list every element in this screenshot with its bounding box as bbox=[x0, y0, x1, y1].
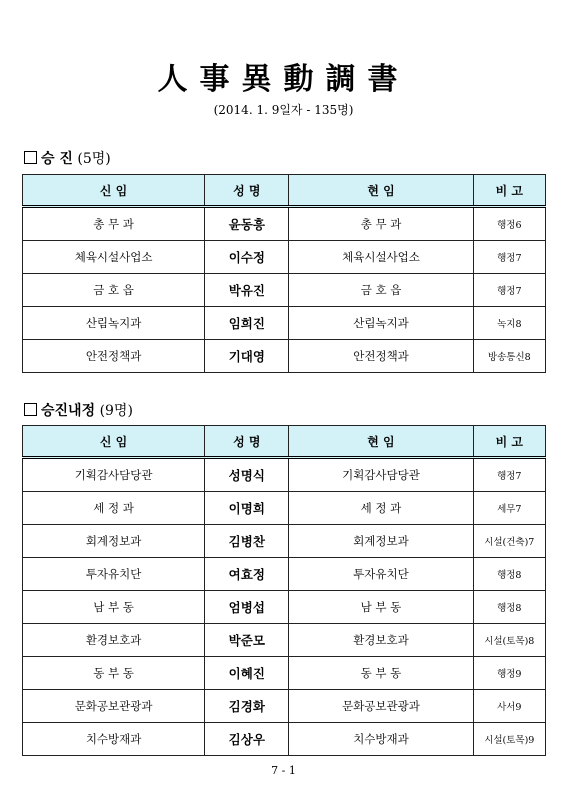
promotion-designate-table bbox=[22, 425, 546, 756]
new-post-cell: 안전정책과 bbox=[23, 340, 205, 373]
new-post-cell: 문화공보관광과 bbox=[23, 690, 205, 723]
current-post-cell: 문화공보관광과 bbox=[289, 690, 473, 723]
current-post-cell: 금 호 읍 bbox=[289, 274, 473, 307]
remark-cell: 행정6 bbox=[473, 207, 545, 241]
col-new-post-header: 신 임 bbox=[23, 426, 205, 458]
current-post-cell: 총 무 과 bbox=[289, 207, 473, 241]
new-post-cell: 세 정 과 bbox=[23, 492, 205, 525]
table-row bbox=[23, 241, 546, 274]
new-post-cell: 치수방재과 bbox=[23, 723, 205, 756]
promotion-designate-table-body bbox=[23, 458, 546, 756]
checkbox-square-icon bbox=[24, 151, 37, 164]
page-number: 7 - 1 bbox=[271, 764, 296, 777]
new-post-cell: 남 부 동 bbox=[23, 591, 205, 624]
col-name-header: 성 명 bbox=[205, 426, 289, 458]
name-cell: 여효정 bbox=[205, 558, 289, 591]
remark-cell: 행정7 bbox=[473, 241, 545, 274]
current-post-cell: 안전정책과 bbox=[289, 340, 473, 373]
promotion-table bbox=[22, 174, 546, 373]
current-post-cell: 산림녹지과 bbox=[289, 307, 473, 340]
remark-cell: 시설(토목)8 bbox=[473, 624, 545, 657]
section-count: (5명) bbox=[77, 151, 111, 167]
current-post-cell: 기획감사담당관 bbox=[289, 458, 473, 492]
remark-cell: 행정7 bbox=[473, 458, 545, 492]
new-post-cell: 회계정보과 bbox=[23, 525, 205, 558]
table-header-row bbox=[23, 426, 546, 458]
remark-cell: 사서9 bbox=[473, 690, 545, 723]
new-post-cell: 총 무 과 bbox=[23, 207, 205, 241]
table-row bbox=[23, 525, 546, 558]
section-name: 승 진 bbox=[41, 151, 73, 167]
table-row bbox=[23, 558, 546, 591]
remark-cell: 세무7 bbox=[473, 492, 545, 525]
current-post-cell: 치수방재과 bbox=[289, 723, 473, 756]
new-post-cell: 동 부 동 bbox=[23, 657, 205, 690]
current-post-cell: 회계정보과 bbox=[289, 525, 473, 558]
section-count: (9명) bbox=[99, 403, 133, 419]
remark-cell: 행정8 bbox=[473, 591, 545, 624]
remark-cell: 녹지8 bbox=[473, 307, 545, 340]
table-row bbox=[23, 307, 546, 340]
name-cell: 윤동흥 bbox=[205, 207, 289, 241]
document-subtitle: (2014. 1. 9일자 - 135명) bbox=[213, 103, 354, 117]
remark-cell: 행정7 bbox=[473, 274, 545, 307]
name-cell: 기대영 bbox=[205, 340, 289, 373]
name-cell: 엄병섭 bbox=[205, 591, 289, 624]
section-name: 승진내정 bbox=[41, 403, 96, 419]
name-cell: 이혜진 bbox=[205, 657, 289, 690]
new-post-cell: 금 호 읍 bbox=[23, 274, 205, 307]
name-cell: 성명식 bbox=[205, 458, 289, 492]
new-post-cell: 체육시설사업소 bbox=[23, 241, 205, 274]
new-post-cell: 투자유치단 bbox=[23, 558, 205, 591]
col-remark-header: 비 고 bbox=[473, 426, 545, 458]
table-row bbox=[23, 690, 546, 723]
table-row bbox=[23, 591, 546, 624]
current-post-cell: 남 부 동 bbox=[289, 591, 473, 624]
col-name-header: 성 명 bbox=[205, 175, 289, 207]
table-row bbox=[23, 207, 546, 241]
remark-cell: 행정8 bbox=[473, 558, 545, 591]
table-row bbox=[23, 458, 546, 492]
col-remark-header: 비 고 bbox=[473, 175, 545, 207]
remark-cell: 시설(토목)9 bbox=[473, 723, 545, 756]
table-row bbox=[23, 723, 546, 756]
col-current-post-header: 현 임 bbox=[289, 175, 473, 207]
name-cell: 박준모 bbox=[205, 624, 289, 657]
current-post-cell: 체육시설사업소 bbox=[289, 241, 473, 274]
current-post-cell: 동 부 동 bbox=[289, 657, 473, 690]
name-cell: 임희진 bbox=[205, 307, 289, 340]
table-row bbox=[23, 274, 546, 307]
current-post-cell: 투자유치단 bbox=[289, 558, 473, 591]
promotion-table-body bbox=[23, 207, 546, 373]
name-cell: 박유진 bbox=[205, 274, 289, 307]
table-header-row bbox=[23, 175, 546, 207]
table-row bbox=[23, 624, 546, 657]
document-title: 人事異動調書 bbox=[157, 62, 410, 97]
name-cell: 이수정 bbox=[205, 241, 289, 274]
table-row bbox=[23, 492, 546, 525]
current-post-cell: 환경보호과 bbox=[289, 624, 473, 657]
col-current-post-header: 현 임 bbox=[289, 426, 473, 458]
table-row bbox=[23, 340, 546, 373]
current-post-cell: 세 정 과 bbox=[289, 492, 473, 525]
name-cell: 이명희 bbox=[205, 492, 289, 525]
new-post-cell: 기획감사담당관 bbox=[23, 458, 205, 492]
checkbox-square-icon bbox=[24, 403, 37, 416]
new-post-cell: 환경보호과 bbox=[23, 624, 205, 657]
name-cell: 김병찬 bbox=[205, 525, 289, 558]
section-heading-promotion-designate bbox=[24, 400, 133, 420]
remark-cell: 시설(건축)7 bbox=[473, 525, 545, 558]
name-cell: 김경화 bbox=[205, 690, 289, 723]
remark-cell: 행정9 bbox=[473, 657, 545, 690]
new-post-cell: 산림녹지과 bbox=[23, 307, 205, 340]
table-row bbox=[23, 657, 546, 690]
remark-cell: 방송통신8 bbox=[473, 340, 545, 373]
section-heading-promotion bbox=[24, 148, 111, 168]
col-new-post-header: 신 임 bbox=[23, 175, 205, 207]
name-cell: 김상우 bbox=[205, 723, 289, 756]
